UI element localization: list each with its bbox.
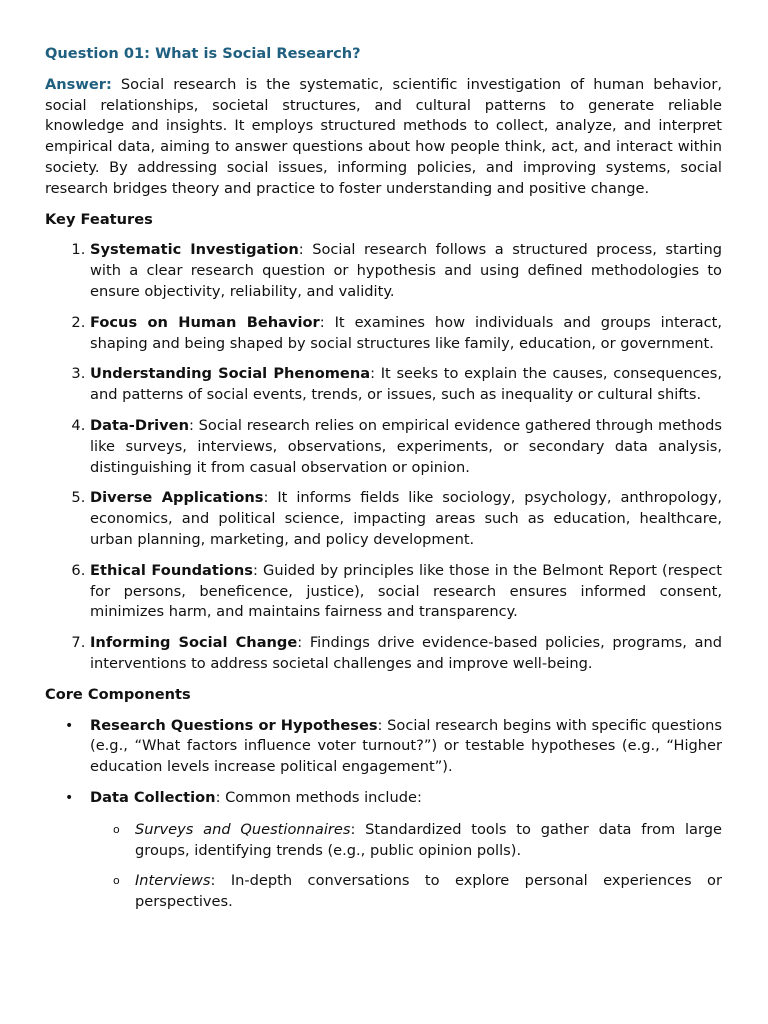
feature-text: : Social research relies on empirical evidence gathered through methods like surveys, interviews, observations, experiments, or secondary data analysis, distinguishing it from casual observation or opinion. (90, 416, 722, 476)
feature-item-7 (90, 633, 722, 675)
feature-item-5 (90, 488, 722, 550)
bullet-icon: • (65, 789, 74, 806)
answer-label: Answer: (45, 75, 112, 93)
component-item-1 (65, 716, 723, 778)
circle-bullet-icon: o (113, 874, 120, 888)
method-name: Surveys and Questionnaires (135, 820, 351, 838)
feature-text: : Findings drive evidence-based policies, programs, and interventions to address societal challenges and improve well-being. (90, 634, 722, 672)
feature-text: : Social research follows a structured process, starting with a clear research question or hypothesis and using defined methodologies to ensure objectivity, reliability, and validity. (90, 241, 722, 300)
component-text: : Social research begins with specific questions (e.g., “What factors influence voter turnout?”) or testable hypotheses (e.g., “Higher education levels increase political engagement”). (90, 716, 723, 776)
feature-text: : It seeks to explain the causes, consequences, and patterns of social events, trends, or issues, such as inequality or cultural shifts. (90, 365, 722, 404)
key-features-list (45, 240, 722, 674)
feature-term: Focus on Human Behavior (90, 313, 320, 331)
feature-item-6 (90, 561, 722, 623)
question-title: Question 01: What is Social Research? (45, 45, 361, 62)
feature-term: Understanding Social Phenomena (90, 365, 371, 383)
method-item-interviews (113, 871, 722, 913)
answer-text: Social research is the systematic, scientific investigation of human behavior, social relationships, societal structures, and cultural patterns to generate reliable knowledge and insights. It employs structured methods to collect, analyze, and interpret empirical data, aiming to answer questions about how people think, act, and interact within society. By addressing social issues, informing policies, and improving systems, social research bridges theory and practice to foster understanding and positive change. (45, 75, 722, 197)
feature-text: : It informs fields like sociology, psychology, anthropology, economics, and political science, impacting areas such as education, healthcare, urban planning, marketing, and policy development. (90, 489, 722, 548)
feature-item-2 (90, 313, 722, 355)
feature-item-4 (90, 416, 722, 478)
feature-item-1 (90, 240, 722, 302)
method-item-surveys (113, 820, 722, 862)
component-term: Data Collection (90, 788, 216, 806)
component-item-2 (65, 788, 722, 913)
method-name: Interviews (135, 872, 211, 890)
method-text: : In-depth conversations to explore personal experiences or perspectives. (135, 872, 722, 911)
component-term: Research Questions or Hypotheses (90, 716, 378, 734)
feature-term: Systematic Investigation (90, 241, 299, 259)
data-collection-methods-list (90, 820, 722, 913)
component-text: : Common methods include: (215, 788, 422, 806)
feature-term: Diverse Applications (90, 489, 264, 507)
bullet-icon: • (65, 717, 74, 734)
circle-bullet-icon: o (113, 822, 120, 836)
method-text: : Standardized tools to gather data from large groups, identifying trends (e.g., public opinion polls). (135, 820, 722, 859)
core-components-list (45, 716, 722, 913)
feature-term: Informing Social Change (90, 634, 298, 652)
feature-text: : It examines how individuals and groups interact, shaping and being shaped by social structures like family, education, or government. (90, 313, 722, 352)
feature-term: Data-Driven (90, 416, 189, 434)
feature-item-3 (90, 364, 722, 406)
key-features-heading: Key Features (45, 210, 153, 228)
feature-term: Ethical Foundations (90, 561, 253, 579)
answer-paragraph (45, 75, 722, 200)
feature-text: : Guided by principles like those in the Belmont Report (respect for persons, beneficence, justice), social research ensures informed consent, minimizes harm, and maintains fairness and transparency. (90, 561, 722, 621)
core-components-heading: Core Components (45, 685, 191, 703)
